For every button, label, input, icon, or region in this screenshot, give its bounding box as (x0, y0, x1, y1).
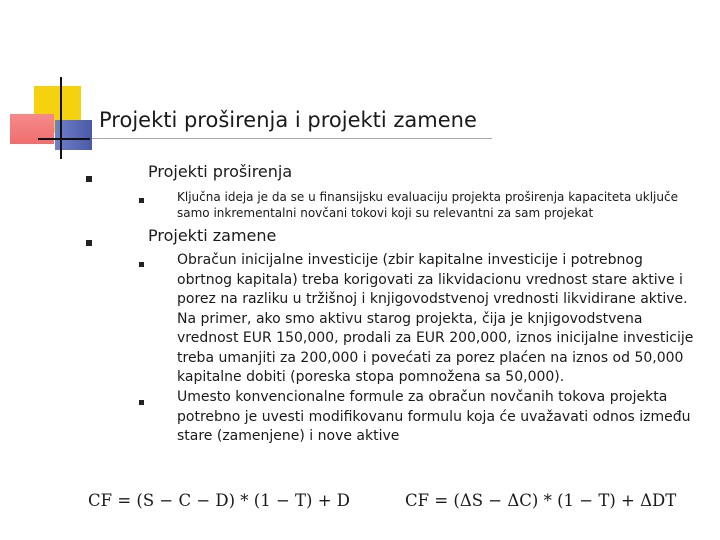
decor-vertical-line (60, 77, 62, 159)
bullet-icon (86, 176, 92, 182)
formula-modified-cf: CF = (ΔS − ΔC) * (1 − T) + ΔDT (405, 491, 677, 510)
sub-bullet-initial-investment: Obračun inicijalne investicije (zbir kapitalne investicije i potrebnog obrtnog kapitala) treba korigovati za likvidacionu vrednost stare aktive i porez na razliku u tržišnoj i knjigovodstvenoj vrednosti likvidirane aktive. Na primer, ako smo aktivu starog projekta, čija je knjigovodstvena vrednost EUR 150,000, prodali za EUR 200,000, iznos inicijalne investicije treba umanjiti za 200,000 i povećati za porez plaćen na iznos od 50,000 kapitalne dobiti (poreska stopa pomnožena sa 50,000). (177, 252, 694, 385)
sub-bullet-key-idea: Ključna ideja je da se u finansijsku evaluaciju projekta proširenja kapaciteta uključe samo inkrementalni novčani tokovi koji su relevantni za sam projekat (177, 190, 678, 220)
decor-title-underline (92, 138, 492, 139)
slide-title: Projekti proširenja i projekti zamene (99, 108, 477, 132)
bullet-expansion-projects: Projekti proširenja (148, 162, 293, 181)
formula-conventional-cf: CF = (S − C − D) * (1 − T) + D (88, 491, 351, 510)
bullet-replacement-projects: Projekti zamene (148, 226, 277, 245)
sub-bullet-modified-formula: Umesto konvencionalne formule za obračun novčanih tokova projekta potrebno je uvesti modifikovanu formulu koja će uvažavati odnos između stare (zamenjene) i nove aktive (177, 389, 691, 444)
bullet-icon (139, 400, 144, 405)
bullet-icon (139, 262, 144, 267)
bullet-icon (139, 198, 144, 203)
decor-horizontal-line (38, 138, 90, 140)
bullet-icon (86, 240, 92, 246)
